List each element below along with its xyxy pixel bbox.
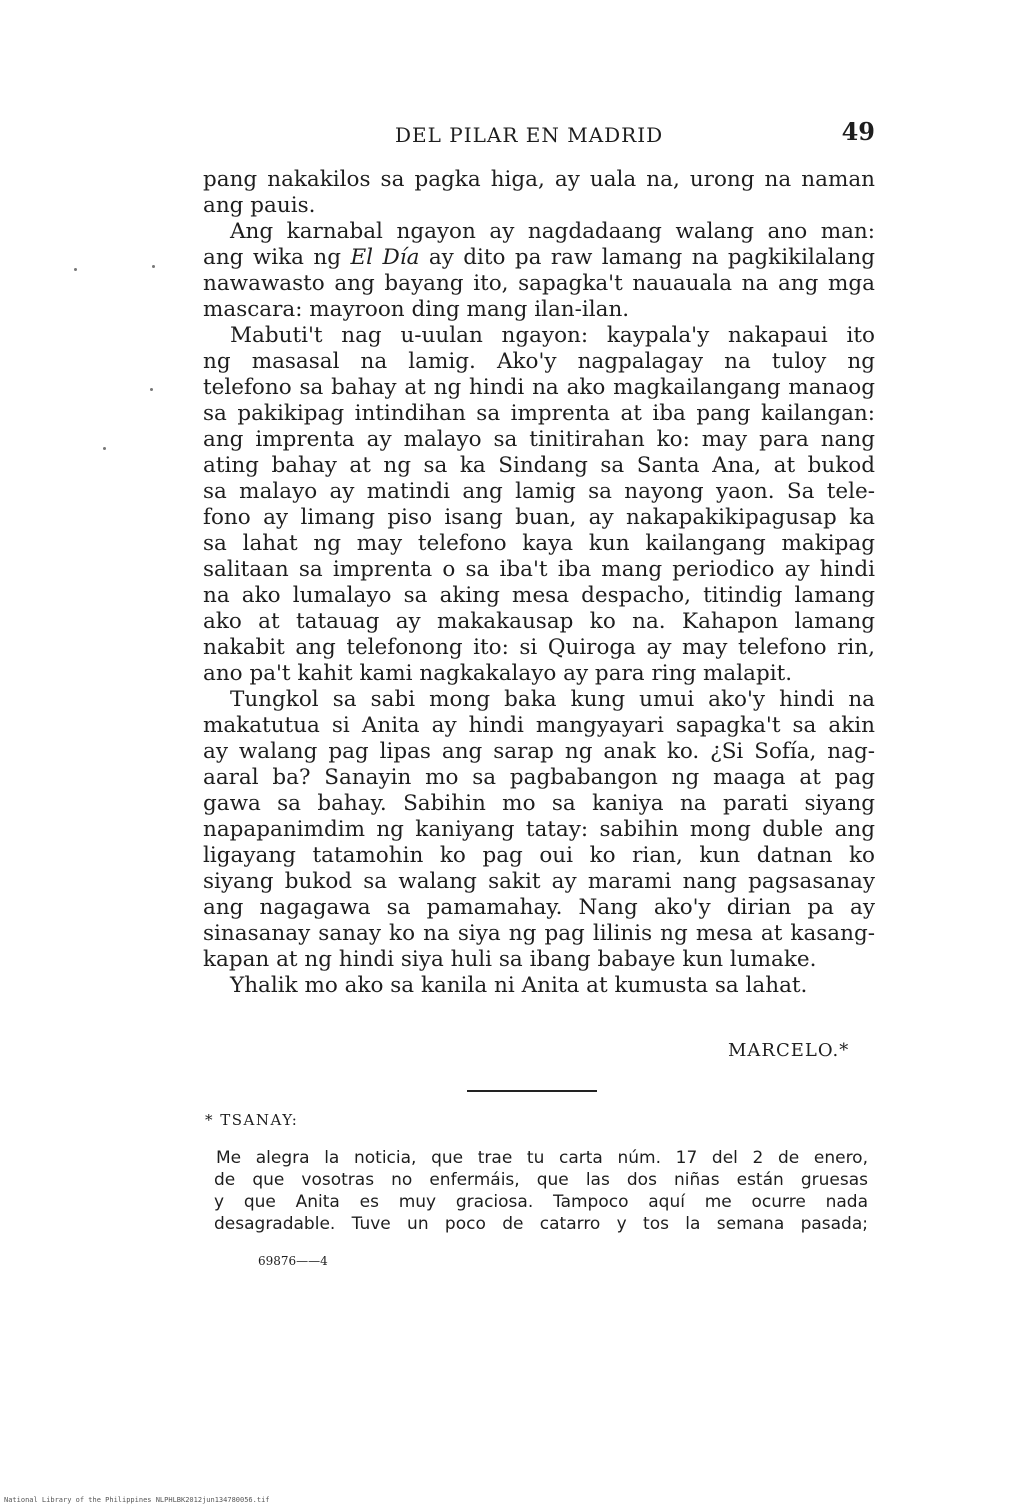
body-line-visible: ang wika ng El Día ay dito pa raw lamang na pagkikilalang [203,245,875,270]
running-header [205,117,875,153]
periodical-title: El Día [350,245,420,270]
running-title: DEL PILAR EN MADRID [395,123,664,147]
body-line: sa pakikipag intindihan sa imprenta at iba pang kailangan: [203,401,875,426]
body-line: sa malayo ay matindi ang lamig sa nayong yaon. Sa tele- [203,479,875,504]
scan-speck [74,268,77,271]
body-line: telefono sa bahay at ng hindi na ako magkailangang manaog [203,375,875,400]
body-line: Mabuti't nag u-uulan ngayon: kaypala'y nakapaui ito [230,323,875,348]
body-line: ang pauis. [203,193,316,218]
body-line: napapanimdim ng kaniyang tatay: sabihin mong duble ang [203,817,875,842]
body-line: ay walang pag lipas ang sarap ng anak ko. ¿Si Sofía, nag- [203,739,875,764]
body-line: ang nagagawa sa pamamahay. Nang ako'y dirian pa ay [203,895,875,920]
scan-speck [103,447,106,450]
body-line: na ako lumalayo sa aking mesa despacho, titindig lamang [203,583,875,608]
footnote-line: y que Anita es muy graciosa. Tampoco aquí me ocurre nada [214,1192,868,1212]
footnote-line: desagradable. Tuve un poco de catarro y tos la semana pasada; [214,1214,868,1234]
footnote-label: * TSANAY: [205,1111,299,1129]
body-line: gawa sa bahay. Sabihin mo sa kaniya na parati siyang [203,791,875,816]
body-line: sa lahat ng may telefono kaya kun kailangang makipag [203,531,875,556]
body-line: Tungkol sa sabi mong baka kung umui ako'y hindi na [230,687,875,712]
body-line: ano pa't kahit kami nagkakalayo ay para ring malapit. [203,661,793,686]
footnote [214,1147,868,1235]
body-line: ating bahay at ng sa ka Sindang sa Santa Ana, at bukod [203,453,875,478]
body-line: makatutua si Anita ay hindi mangyayari sapagka't sa akin [203,713,875,738]
body-line [203,245,875,271]
body-line: ang imprenta ay malayo sa tinitirahan ko: may para nang [203,427,875,452]
scan-speck [150,388,153,391]
body-line: Yhalik mo ako sa kanila ni Anita at kumusta sa lahat. [230,973,808,998]
signature-mark: 69876——4 [258,1254,328,1268]
body-line: fono ay limang piso isang buan, ay nakapakikipagusap ka [203,505,875,530]
body-line: pang nakakilos sa pagka higa, ay uala na, urong na naman [203,167,875,192]
footnote-separator [467,1090,597,1092]
body-line: ako at tatauag ay makakausap ko na. Kahapon lamang [203,609,875,634]
body-line: ng masasal na lamig. Ako'y nagpalagay na tuloy ng [203,349,875,374]
scan-speck [152,265,155,268]
footnote-line: de que vosotras no enfermáis, que las dos niñas están gruesas [214,1170,868,1190]
body-line: mascara: mayroon ding mang ilan-ilan. [203,297,630,322]
signature: MARCELO.* [728,1040,850,1061]
body-line: Ang karnabal ngayon ay nagdadaang walang ano man: [230,219,875,244]
body-line: salitaan sa imprenta o sa iba't iba mang periodico ay hindi [203,557,875,582]
body-line: nawawasto ang bayang ito, sapagka't nauauala na ang mga [203,271,875,296]
scan-credit: National Library of the Philippines NLPHLBK2012jun134780056.tif [4,1496,270,1504]
body-line: aaral ba? Sanayin mo sa pagbabangon ng maaga at pag [203,765,875,790]
body-line: ligayang tatamohin ko pag oui ko rian, kun datnan ko [203,843,875,868]
body-line: kapan at ng hindi siya huli sa ibang babaye kun lumake. [203,947,817,972]
body-text [203,167,875,999]
body-line: sinasanay sanay ko na siya ng pag lilinis ng mesa at kasang- [203,921,875,946]
body-line: nakabit ang telefonong ito: si Quiroga ay may telefono rin, [203,635,875,660]
footnote-line: Me alegra la noticia, que trae tu carta núm. 17 del 2 de enero, [216,1148,868,1168]
body-line: siyang bukod sa walang sakit ay marami nang pagsasanay [203,869,875,894]
page-number: 49 [841,117,875,146]
